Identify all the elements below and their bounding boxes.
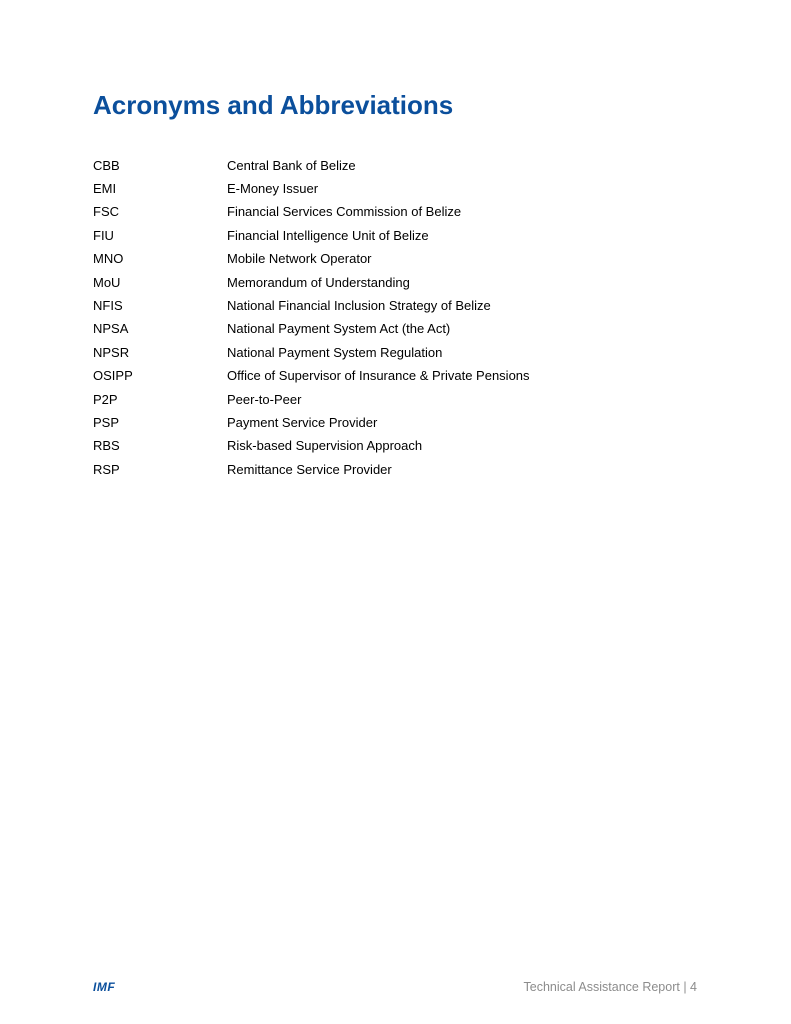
acronym-definition: Office of Supervisor of Insurance & Private Pensions (227, 368, 530, 384)
acronym-row (93, 177, 713, 200)
footer-page-label: Technical Assistance Report | 4 (523, 980, 697, 994)
acronym-row (93, 365, 713, 388)
acronym-definition: National Financial Inclusion Strategy of Belize (227, 298, 491, 314)
acronym-abbr: EMI (93, 181, 117, 197)
acronym-definition: Central Bank of Belize (227, 157, 356, 173)
acronym-definition: E-Money Issuer (227, 181, 319, 197)
acronym-abbr: RBS (93, 438, 120, 454)
acronym-abbr: RSP (93, 461, 120, 477)
imf-logo: IMF (93, 980, 116, 994)
acronym-definition: Payment Service Provider (227, 414, 378, 430)
acronym-row (93, 411, 713, 434)
acronym-abbr: NFIS (93, 298, 123, 314)
acronym-abbr: MoU (93, 274, 121, 290)
acronym-definition: Financial Intelligence Unit of Belize (227, 227, 429, 243)
acronym-abbr: FSC (93, 204, 119, 220)
acronym-abbr: OSIPP (93, 368, 133, 384)
page-title: Acronyms and Abbreviations (93, 90, 454, 120)
acronym-row (93, 388, 713, 411)
acronym-list (93, 154, 713, 481)
acronym-definition: Financial Services Commission of Belize (227, 204, 462, 220)
acronym-row (93, 435, 713, 458)
acronym-abbr: CBB (93, 157, 120, 173)
acronym-row (93, 341, 713, 364)
acronym-definition: Mobile Network Operator (227, 251, 372, 267)
acronym-row (93, 154, 713, 177)
acronym-row (93, 224, 713, 247)
acronym-row (93, 271, 713, 294)
acronym-definition: Peer-to-Peer (227, 391, 302, 407)
acronym-definition: Remittance Service Provider (227, 461, 392, 477)
acronym-row (93, 318, 713, 341)
acronym-abbr: NPSA (93, 321, 129, 337)
acronym-definition: Memorandum of Understanding (227, 274, 410, 290)
acronym-row (93, 201, 713, 224)
acronym-row (93, 294, 713, 317)
acronym-definition: National Payment System Act (the Act) (227, 321, 451, 337)
acronym-abbr: NPSR (93, 344, 130, 360)
acronym-abbr: MNO (93, 251, 124, 267)
acronym-abbr: P2P (93, 391, 118, 407)
acronym-abbr: PSP (93, 414, 120, 430)
acronym-definition: National Payment System Regulation (227, 344, 443, 360)
acronym-abbr: FIU (93, 227, 114, 243)
acronym-definition: Risk-based Supervision Approach (227, 438, 423, 454)
acronym-row (93, 248, 713, 271)
acronym-row (93, 458, 713, 481)
